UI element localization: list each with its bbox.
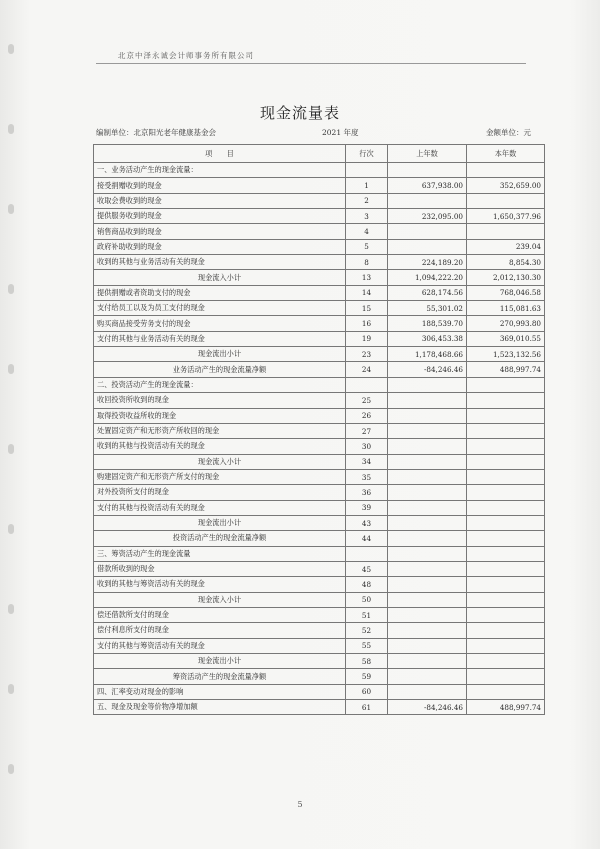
row-number: 45 — [346, 561, 388, 576]
row-number: 58 — [346, 654, 388, 669]
row-item: 销售商品收到的现金 — [94, 224, 346, 239]
row-number: 30 — [346, 439, 388, 454]
row-item: 业务活动产生的现金流量净额 — [94, 362, 346, 377]
row-prev-amount — [388, 607, 467, 622]
table-row — [94, 638, 545, 653]
table-row — [94, 193, 545, 208]
row-item: 偿还借款所支付的现金 — [94, 607, 346, 622]
row-curr-amount: 1,523,132.56 — [467, 347, 545, 362]
table-row — [94, 592, 545, 607]
table-row — [94, 561, 545, 576]
row-number: 1 — [346, 178, 388, 193]
row-prev-amount — [388, 500, 467, 515]
row-prev-amount: 306,453.38 — [388, 331, 467, 346]
row-number: 5 — [346, 239, 388, 254]
row-curr-amount — [467, 393, 545, 408]
row-curr-amount: 369,010.55 — [467, 331, 545, 346]
row-number: 44 — [346, 531, 388, 546]
table-body — [94, 163, 545, 715]
row-prev-amount — [388, 469, 467, 484]
page-title: 现金流量表 — [259, 104, 340, 122]
row-item: 支付的其他与筹资活动有关的现金 — [94, 638, 346, 653]
meta-org: 编制单位：北京阳光老年健康基金会 — [96, 128, 216, 137]
row-prev-amount — [388, 408, 467, 423]
row-number — [346, 377, 388, 392]
row-prev-amount — [388, 454, 467, 469]
row-prev-amount — [388, 546, 467, 561]
row-item: 支付的其他与业务活动有关的现金 — [94, 331, 346, 346]
table-row — [94, 607, 545, 622]
row-number: 4 — [346, 224, 388, 239]
row-item: 五、现金及现金等价物净增加额 — [94, 700, 346, 715]
row-item: 对外投资所支付的现金 — [94, 485, 346, 500]
row-curr-amount — [467, 531, 545, 546]
row-prev-amount — [388, 239, 467, 254]
row-prev-amount — [388, 531, 467, 546]
col-header-prev: 上年数 — [388, 145, 467, 163]
row-number: 16 — [346, 316, 388, 331]
row-curr-amount: 115,081.63 — [467, 301, 545, 316]
col-header-curr: 本年数 — [467, 145, 545, 163]
row-prev-amount: 232,095.00 — [388, 209, 467, 224]
cash-flow-table — [93, 144, 545, 715]
row-number: 15 — [346, 301, 388, 316]
row-curr-amount: 270,993.80 — [467, 316, 545, 331]
row-item: 现金流入小计 — [94, 454, 346, 469]
row-number: 51 — [346, 607, 388, 622]
row-item: 收回投资所收到的现金 — [94, 393, 346, 408]
row-curr-amount: 768,046.58 — [467, 285, 545, 300]
row-curr-amount — [467, 163, 545, 178]
table-row — [94, 546, 545, 561]
row-number: 60 — [346, 684, 388, 699]
row-item: 现金流出小计 — [94, 515, 346, 530]
table-row — [94, 347, 545, 362]
row-prev-amount — [388, 224, 467, 239]
row-number: 3 — [346, 209, 388, 224]
row-prev-amount: 1,178,468.66 — [388, 347, 467, 362]
row-curr-amount — [467, 408, 545, 423]
row-curr-amount — [467, 377, 545, 392]
row-item: 提供服务收到的现金 — [94, 209, 346, 224]
row-curr-amount: 2,012,130.30 — [467, 270, 545, 285]
table-row — [94, 423, 545, 438]
row-item: 取得投资收益所收的现金 — [94, 408, 346, 423]
row-number: 13 — [346, 270, 388, 285]
row-number: 61 — [346, 700, 388, 715]
row-curr-amount: 8,854.30 — [467, 255, 545, 270]
row-item: 现金流入小计 — [94, 592, 346, 607]
table-row — [94, 285, 545, 300]
row-number — [346, 163, 388, 178]
row-prev-amount: 188,539.70 — [388, 316, 467, 331]
row-item: 购买商品接受劳务支付的现金 — [94, 316, 346, 331]
row-prev-amount — [388, 638, 467, 653]
row-item: 借款所收到的现金 — [94, 561, 346, 576]
table-row — [94, 377, 545, 392]
table-row — [94, 209, 545, 224]
table-row — [94, 178, 545, 193]
row-curr-amount — [467, 485, 545, 500]
row-number: 39 — [346, 500, 388, 515]
row-prev-amount: 637,938.00 — [388, 178, 467, 193]
table-row — [94, 684, 545, 699]
row-number: 59 — [346, 669, 388, 684]
row-curr-amount: 1,650,377.96 — [467, 209, 545, 224]
row-curr-amount: 488,997.74 — [467, 700, 545, 715]
col-header-item: 项 目 — [94, 145, 346, 163]
table-row — [94, 255, 545, 270]
table-row — [94, 469, 545, 484]
row-number: 55 — [346, 638, 388, 653]
row-item: 现金流出小计 — [94, 654, 346, 669]
row-item: 收到的其他与筹资活动有关的现金 — [94, 577, 346, 592]
row-item: 投资活动产生的现金流量净额 — [94, 531, 346, 546]
row-number: 19 — [346, 331, 388, 346]
table-row — [94, 577, 545, 592]
row-prev-amount — [388, 684, 467, 699]
row-number: 50 — [346, 592, 388, 607]
row-item: 收到的其他与投资活动有关的现金 — [94, 439, 346, 454]
row-curr-amount — [467, 654, 545, 669]
row-number: 27 — [346, 423, 388, 438]
row-number: 14 — [346, 285, 388, 300]
row-prev-amount: -84,246.46 — [388, 362, 467, 377]
row-curr-amount — [467, 423, 545, 438]
row-curr-amount — [467, 577, 545, 592]
table-row — [94, 163, 545, 178]
row-prev-amount: 628,174.56 — [388, 285, 467, 300]
table-row — [94, 408, 545, 423]
row-prev-amount — [388, 163, 467, 178]
row-curr-amount: 239.04 — [467, 239, 545, 254]
row-number: 25 — [346, 393, 388, 408]
row-item: 支付给员工以及为员工支付的现金 — [94, 301, 346, 316]
table-header-row — [94, 145, 545, 163]
row-item: 接受捐赠收到的现金 — [94, 178, 346, 193]
row-prev-amount — [388, 193, 467, 208]
row-item: 政府补助收到的现金 — [94, 239, 346, 254]
row-curr-amount — [467, 592, 545, 607]
row-item: 购建固定资产和无形资产所支付的现金 — [94, 469, 346, 484]
row-item: 提供捐赠或者资助支付的现金 — [94, 285, 346, 300]
row-item: 一、业务活动产生的现金流量： — [94, 163, 346, 178]
row-item: 处置固定资产和无形资产所收回的现金 — [94, 423, 346, 438]
row-number: 2 — [346, 193, 388, 208]
row-item: 现金流出小计 — [94, 347, 346, 362]
row-prev-amount — [388, 592, 467, 607]
row-prev-amount — [388, 377, 467, 392]
table-row — [94, 654, 545, 669]
row-prev-amount — [388, 669, 467, 684]
table-row — [94, 224, 545, 239]
row-curr-amount — [467, 684, 545, 699]
row-curr-amount — [467, 638, 545, 653]
row-number: 36 — [346, 485, 388, 500]
row-curr-amount — [467, 561, 545, 576]
row-item: 四、汇率变动对现金的影响 — [94, 684, 346, 699]
page-number: 5 — [297, 800, 303, 809]
table-row — [94, 439, 545, 454]
row-prev-amount — [388, 485, 467, 500]
row-curr-amount — [467, 224, 545, 239]
row-prev-amount — [388, 439, 467, 454]
table-row — [94, 531, 545, 546]
row-curr-amount — [467, 454, 545, 469]
table-row — [94, 301, 545, 316]
row-number: 23 — [346, 347, 388, 362]
table-row — [94, 393, 545, 408]
row-prev-amount — [388, 577, 467, 592]
table-row — [94, 500, 545, 515]
row-number: 8 — [346, 255, 388, 270]
table-row — [94, 316, 545, 331]
meta-unit: 金额单位：元 — [486, 128, 531, 137]
row-prev-amount — [388, 561, 467, 576]
row-prev-amount: 1,094,222.20 — [388, 270, 467, 285]
row-curr-amount — [467, 623, 545, 638]
firm-header: 北京中泽永诚会计师事务所有限公司 — [118, 51, 254, 60]
row-item: 现金流入小计 — [94, 270, 346, 285]
row-curr-amount: 488,997.74 — [467, 362, 545, 377]
row-curr-amount — [467, 439, 545, 454]
table-row — [94, 515, 545, 530]
row-item: 收取会费收到的现金 — [94, 193, 346, 208]
table-row — [94, 669, 545, 684]
table-row — [94, 700, 545, 715]
row-curr-amount — [467, 500, 545, 515]
col-header-row-no: 行次 — [346, 145, 388, 163]
table-row — [94, 362, 545, 377]
table-row — [94, 239, 545, 254]
row-curr-amount — [467, 546, 545, 561]
row-number: 35 — [346, 469, 388, 484]
row-prev-amount — [388, 623, 467, 638]
row-curr-amount — [467, 515, 545, 530]
row-prev-amount: 224,189.20 — [388, 255, 467, 270]
row-number: 26 — [346, 408, 388, 423]
row-prev-amount — [388, 423, 467, 438]
row-item: 偿付利息所支付的现金 — [94, 623, 346, 638]
table-row — [94, 623, 545, 638]
row-number: 24 — [346, 362, 388, 377]
row-curr-amount: 352,659.00 — [467, 178, 545, 193]
table-row — [94, 454, 545, 469]
row-prev-amount — [388, 393, 467, 408]
row-prev-amount — [388, 654, 467, 669]
row-curr-amount — [467, 607, 545, 622]
header-rule — [96, 63, 526, 64]
row-prev-amount: -84,246.46 — [388, 700, 467, 715]
meta-year: 2021 年度 — [322, 128, 359, 137]
table-row — [94, 485, 545, 500]
row-curr-amount — [467, 469, 545, 484]
row-number: 48 — [346, 577, 388, 592]
row-item: 三、筹资活动产生的现金流量 — [94, 546, 346, 561]
row-curr-amount — [467, 669, 545, 684]
table-row — [94, 331, 545, 346]
row-item: 收到的其他与业务活动有关的现金 — [94, 255, 346, 270]
row-number: 52 — [346, 623, 388, 638]
row-item: 筹资活动产生的现金流量净额 — [94, 669, 346, 684]
row-item: 二、投资活动产生的现金流量： — [94, 377, 346, 392]
row-prev-amount: 55,301.02 — [388, 301, 467, 316]
row-number — [346, 546, 388, 561]
row-item: 支付的其他与投资活动有关的现金 — [94, 500, 346, 515]
row-curr-amount — [467, 193, 545, 208]
row-prev-amount — [388, 515, 467, 530]
table-row — [94, 270, 545, 285]
row-number: 34 — [346, 454, 388, 469]
row-number: 43 — [346, 515, 388, 530]
